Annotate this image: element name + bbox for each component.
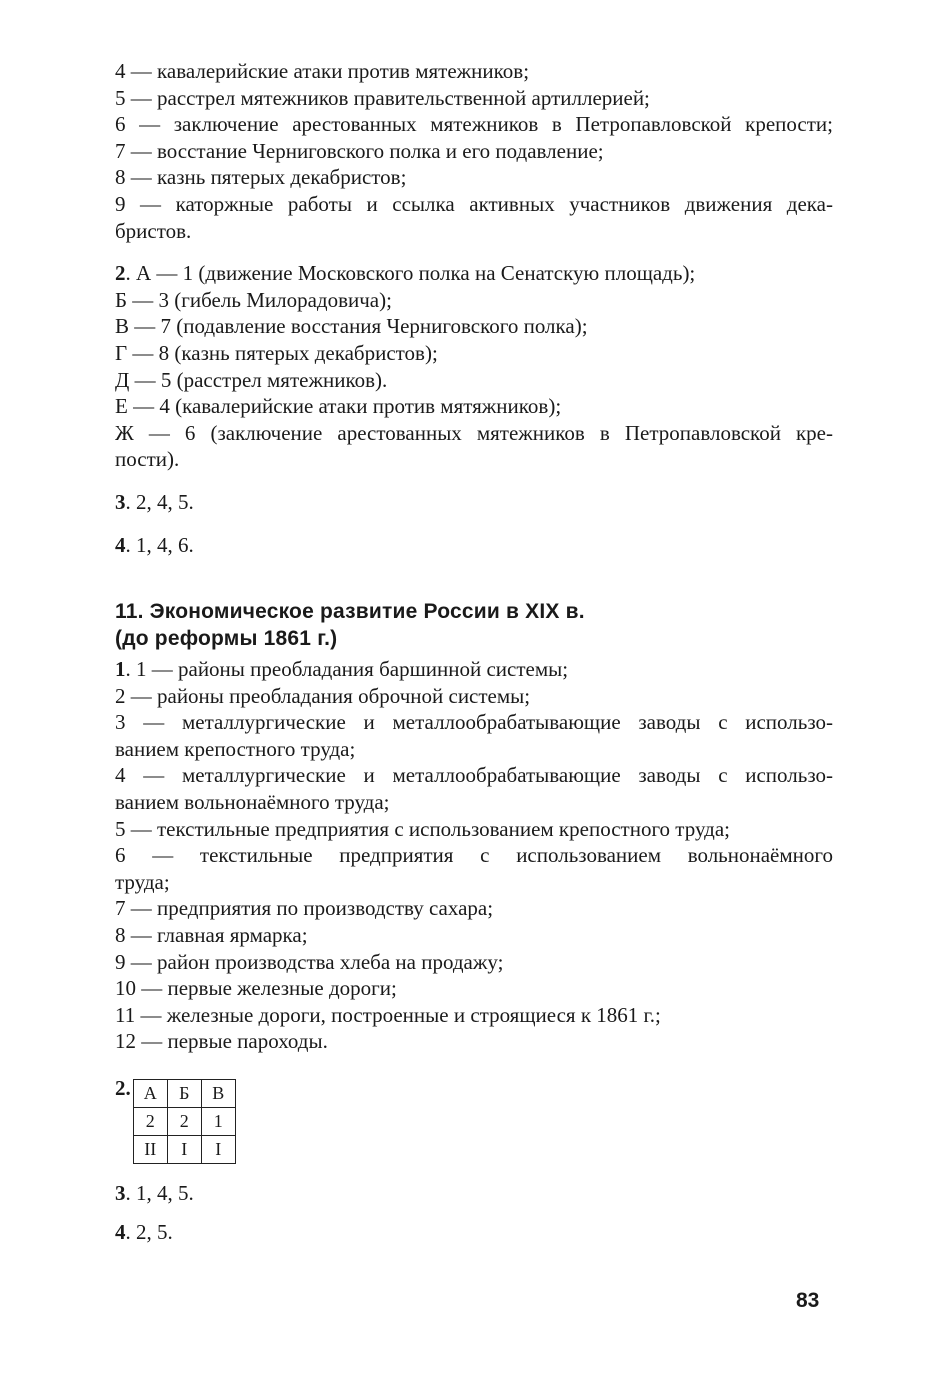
table-cell: 2 xyxy=(133,1108,167,1136)
list-item: Е — 4 (кавалерийские атаки против мятяжников); xyxy=(115,394,562,419)
list-item: Б — 3 (гибель Милорадовича); xyxy=(115,287,392,312)
list-item: бристов. xyxy=(115,218,192,243)
answer-text: . 2, 5. xyxy=(125,1219,173,1244)
list-item: 9 — каторжные работы и ссылка активных участников движения дека- xyxy=(115,191,833,216)
list-item: 2 — районы преобладания оброчной системы; xyxy=(115,683,531,708)
answer-4 xyxy=(115,532,833,559)
section-title-line-1: 11. Экономическое развитие России в XIX в. xyxy=(115,600,585,624)
table-row xyxy=(133,1080,235,1108)
list-item: 7 — восстание Черниговского полка и его подавление; xyxy=(115,138,604,163)
answer-text: . 2, 4, 5. xyxy=(125,489,194,514)
table-cell: А xyxy=(133,1080,167,1108)
answer-number: 2. xyxy=(115,1076,131,1100)
table-row xyxy=(133,1108,235,1136)
page-number: 83 xyxy=(796,1289,820,1312)
section-answer-1 xyxy=(115,656,833,1055)
list-item: В — 7 (подавление восстания Черниговского полка); xyxy=(115,314,588,339)
list-item: 5 — расстрел мятежников правительственной артиллерией; xyxy=(115,85,650,110)
answer-number: 3 xyxy=(115,1181,126,1205)
table-cell: 2 xyxy=(167,1108,201,1136)
answer-2-first-line xyxy=(115,260,833,287)
table-cell: I xyxy=(167,1136,201,1164)
list-item: пости). xyxy=(115,447,180,472)
answer-number: 3 xyxy=(115,489,126,514)
section-answer-4 xyxy=(115,1219,833,1246)
answer-number: 2 xyxy=(115,261,126,286)
list-item: Д — 5 (расстрел мятежников). xyxy=(115,367,388,392)
answer-block-1 xyxy=(115,58,833,244)
list-item: 3 — металлургические и металлообрабатывающие заводы с использо- xyxy=(115,710,833,735)
list-item: ванием вольнонаёмного труда; xyxy=(115,790,390,815)
list-item: 12 — первые пароходы. xyxy=(115,1029,328,1054)
list-item: 7 — предприятия по производству сахара; xyxy=(115,896,494,921)
list-item: 6 — текстильные предприятия с использованием вольнонаёмного xyxy=(115,843,833,868)
answer-1-first-line xyxy=(115,656,833,683)
section-title-line-2: (до реформы 1861 г.) xyxy=(115,627,338,651)
list-item: 8 — казнь пятерых декабристов; xyxy=(115,165,407,190)
answer-text: . А — 1 (движение Московского полка на Сенатскую площадь); xyxy=(125,261,696,286)
section-heading xyxy=(115,598,833,652)
table-cell: В xyxy=(201,1080,235,1108)
section-answer-3 xyxy=(115,1180,833,1207)
list-item: 6 — заключение арестованных мятежников в Петропавловской крепости; xyxy=(115,112,833,137)
answer-3 xyxy=(115,489,833,516)
answer-number: 1 xyxy=(115,657,126,682)
answer-text: . 1, 4, 6. xyxy=(125,532,194,557)
list-item: ванием крепостного труда; xyxy=(115,736,356,761)
answer-2-table-block xyxy=(115,1075,833,1164)
list-item: 4 — кавалерийские атаки против мятежников; xyxy=(115,59,530,83)
page-content xyxy=(115,58,833,1245)
list-item: 10 — первые железные дороги; xyxy=(115,976,397,1001)
list-item: 11 — железные дороги, построенные и строящиеся к 1861 г.; xyxy=(115,1002,661,1027)
table-cell: II xyxy=(133,1136,167,1164)
answer-text: . 1 — районы преобладания баршинной системы; xyxy=(125,657,569,682)
list-item: труда; xyxy=(115,869,170,894)
table-row xyxy=(133,1136,235,1164)
table-cell: I xyxy=(201,1136,235,1164)
list-item: 4 — металлургические и металлообрабатывающие заводы с использо- xyxy=(115,763,833,788)
list-item: 8 — главная ярмарка; xyxy=(115,923,308,948)
list-item: Ж — 6 (заключение арестованных мятежников в Петропавловской кре- xyxy=(115,420,833,445)
answer-number: 4 xyxy=(115,532,126,557)
table-cell: Б xyxy=(167,1080,201,1108)
table-cell: 1 xyxy=(201,1108,235,1136)
list-item: 9 — район производства хлеба на продажу; xyxy=(115,949,504,974)
answer-text: . 1, 4, 5. xyxy=(125,1181,194,1205)
list-item: Г — 8 (казнь пятерых декабристов); xyxy=(115,340,438,365)
list-item: 5 — текстильные предприятия с использованием крепостного труда; xyxy=(115,816,730,841)
answer-2 xyxy=(115,260,833,473)
answer-table xyxy=(133,1079,236,1164)
answer-number: 4 xyxy=(115,1219,126,1244)
